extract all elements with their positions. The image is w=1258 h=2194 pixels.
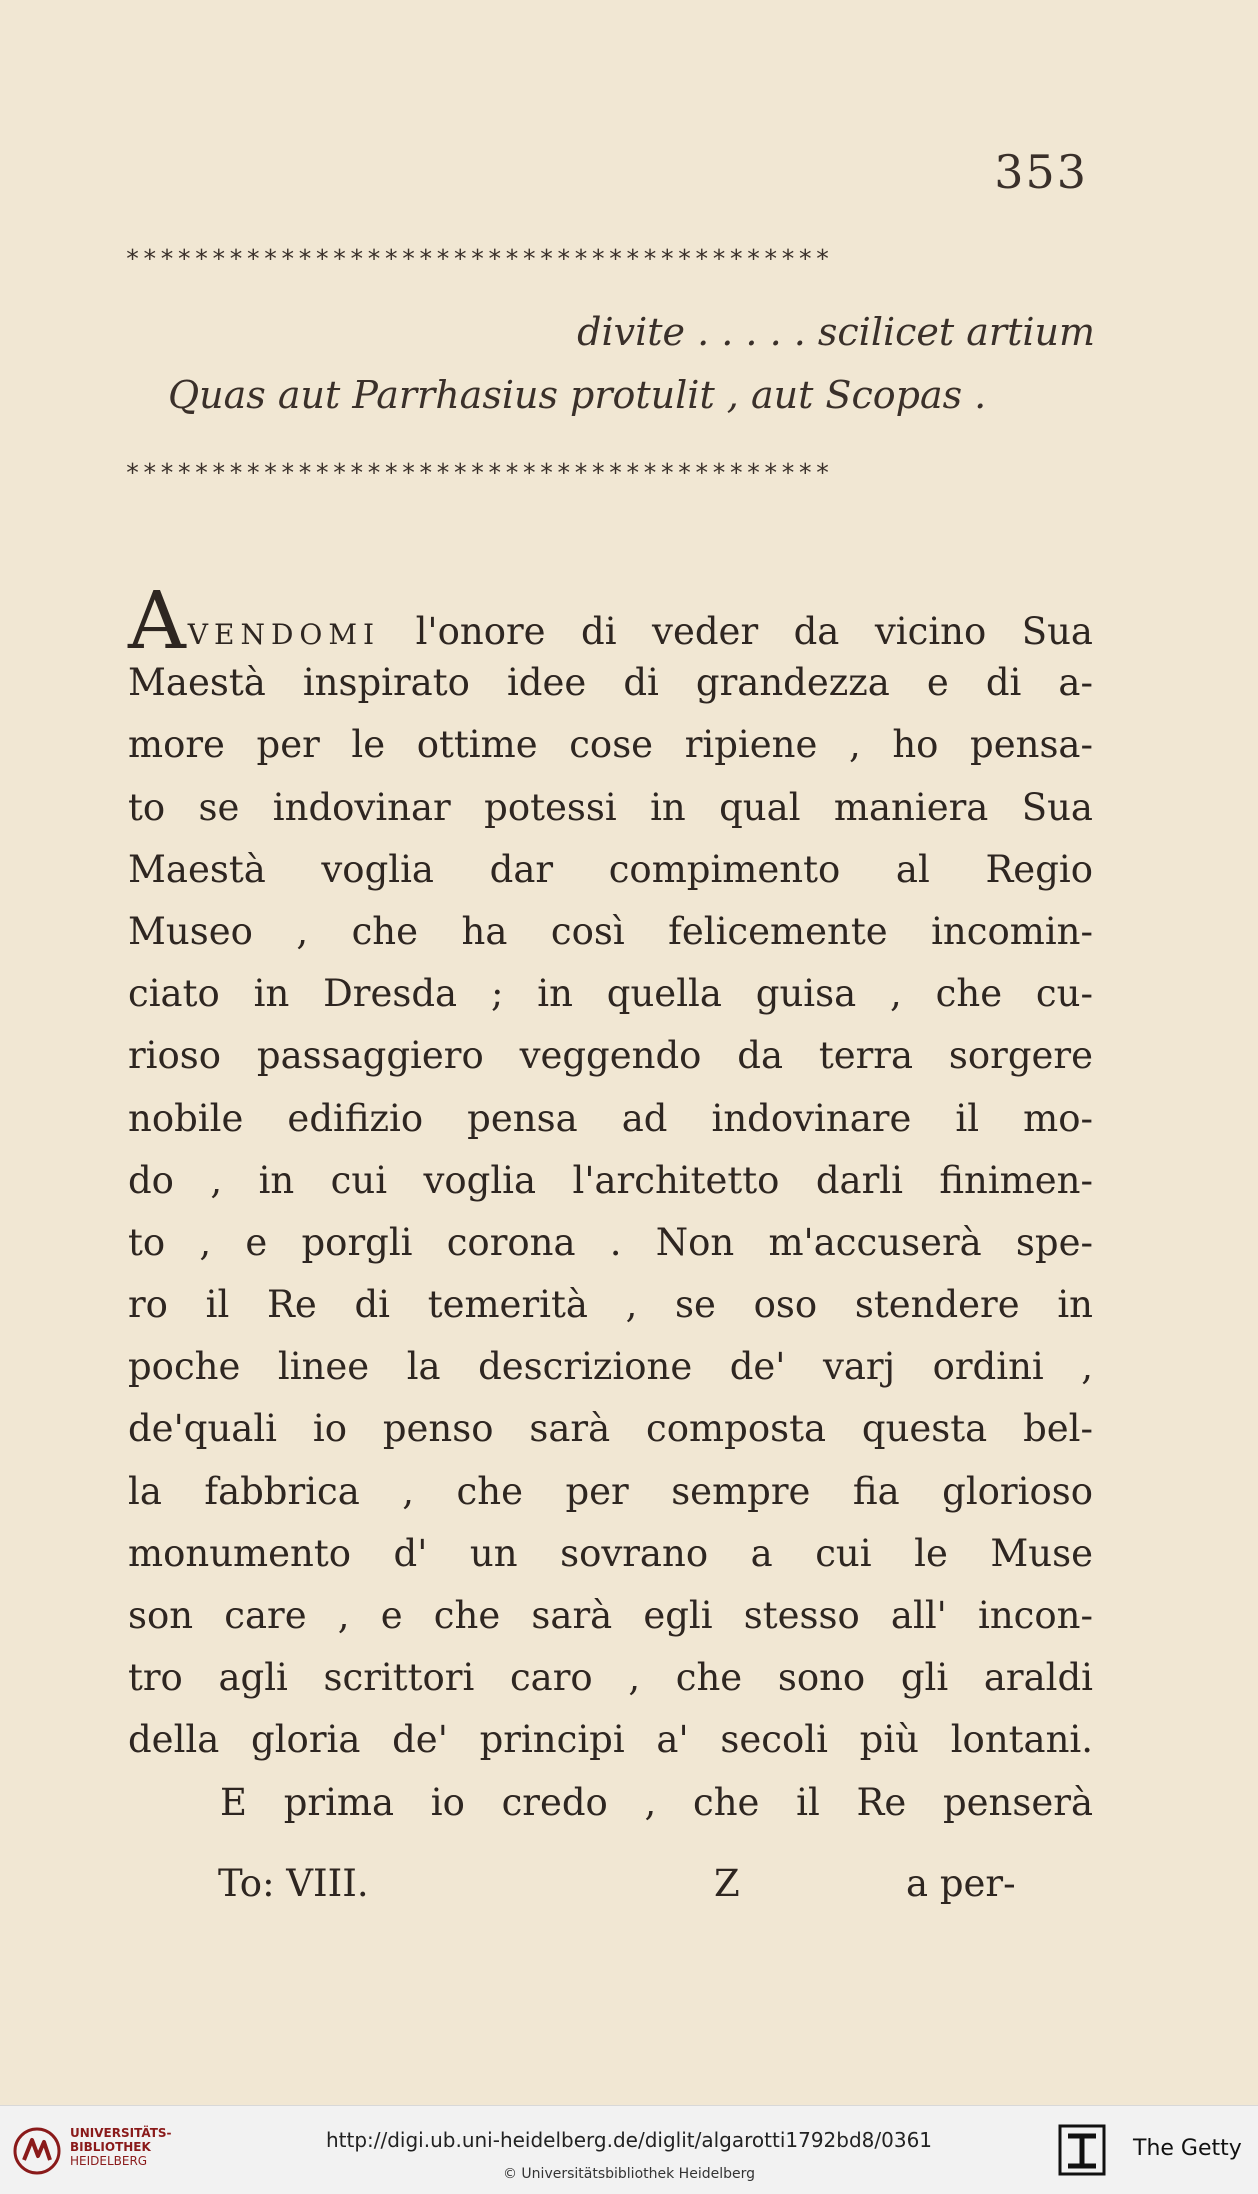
text-line: ciato in Dresda ; in quella guisa , che cu- — [128, 972, 1093, 1016]
catchword: a per- — [906, 1862, 1016, 1905]
footer-bar — [0, 2105, 1258, 2194]
epigraph-line-2: Quas aut Parrhasius protulit , aut Scopas . — [168, 373, 987, 417]
text-line: rioso passaggiero veggendo da terra sorgere — [128, 1034, 1093, 1078]
text-line: more per le ottime cose ripiene , ho pensa- — [128, 723, 1093, 767]
text-line: to , e porgli corona . Non m'accuserà spe- — [128, 1220, 1093, 1264]
line-text: l'onore di veder da vicino Sua — [415, 610, 1093, 653]
drop-cap: A — [128, 574, 186, 667]
library-name-line1: UNIVERSITÄTS- — [70, 2126, 172, 2140]
text-line: Museo , che ha così felicemente incomin- — [128, 909, 1093, 953]
text-line: ro il Re di temerità , se oso stendere in — [128, 1283, 1093, 1327]
page-number: 353 — [994, 145, 1088, 199]
text-line — [128, 574, 1093, 667]
library-name-line3: HEIDELBERG — [70, 2154, 148, 2168]
text-line: E prima io credo , che il Re penserà — [220, 1780, 1093, 1824]
text-line: monumento d' un sovrano a cui le Muse — [128, 1531, 1093, 1575]
copyright-notice: © Universitätsbibliothek Heidelberg — [502, 2166, 755, 2182]
text-line: Maestà voglia dar compimento al Regio — [128, 847, 1093, 891]
epigraph-line-1: divite . . . . . scilicet artium — [577, 310, 1095, 354]
getty-name: The Getty — [1133, 2136, 1242, 2161]
text-line: poche linee la descrizione de' varj ordini , — [128, 1345, 1093, 1389]
text-line: son care , e che sarà egli stesso all' incon- — [128, 1594, 1093, 1637]
signature-mark: Z — [714, 1862, 740, 1905]
volume-mark: To: VIII. — [218, 1862, 369, 1905]
library-name-line2: BIBLIOTHEK — [70, 2140, 151, 2154]
getty-logo-icon — [1058, 2124, 1106, 2176]
text-line: nobile edifizio pensa ad indovinare il mo- — [128, 1096, 1093, 1140]
text-line: do , in cui voglia l'architetto darli finimen- — [128, 1158, 1093, 1202]
permalink-url[interactable]: http://digi.ub.uni-heidelberg.de/diglit/algarotti1792bd8/0361 — [325, 2128, 933, 2152]
body-text — [128, 574, 1093, 1834]
text-line: tro agli scrittori caro , che sono gli araldi — [128, 1656, 1093, 1700]
opening-word: VENDOMI — [187, 618, 381, 651]
text-line: della gloria de' principi a' secoli più lontani. — [128, 1718, 1093, 1762]
text-line: Maestà inspirato idee di grandezza e di a- — [128, 661, 1093, 705]
ornament-rule-bottom: ***************************************** — [125, 458, 833, 487]
ornament-rule-top: ***************************************** — [125, 244, 833, 273]
text-line: de'quali io penso sarà composta questa bel- — [128, 1407, 1093, 1451]
text-line: la fabbrica , che per sempre fia glorioso — [128, 1469, 1093, 1513]
text-line: to se indovinar potessi in qual maniera Sua — [128, 785, 1093, 829]
